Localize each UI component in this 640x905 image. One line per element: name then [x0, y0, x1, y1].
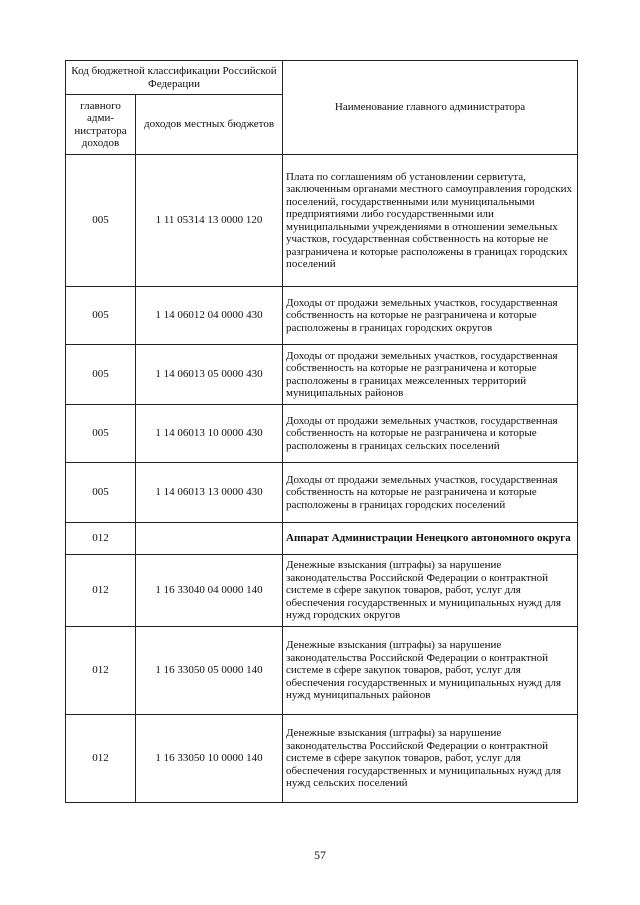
- revenue-code-cell: 1 16 33050 05 0000 140: [136, 627, 283, 715]
- admin-code-cell: 012: [66, 715, 136, 803]
- admin-name-cell: Аппарат Администрации Ненецкого автономного округа: [283, 523, 578, 555]
- table-row: [66, 523, 578, 555]
- admin-name-cell: Доходы от продажи земельных участков, государственная собственность на которые не разграничена и которые расположены в границах межселенных территорий муниципальных районов: [283, 345, 578, 405]
- admin-code-cell: 005: [66, 287, 136, 345]
- admin-name-cell: Денежные взыскания (штрафы) за нарушение законодательства Российской Федерации о контрактной системе в сфере закупок товаров, работ, услуг для обеспечения государственных и муниципальных нужд для нужд городских округов: [283, 555, 578, 627]
- revenue-code-cell: 1 16 33050 10 0000 140: [136, 715, 283, 803]
- table-row: [66, 345, 578, 405]
- admin-code-cell: 012: [66, 523, 136, 555]
- admin-name-cell: Доходы от продажи земельных участков, государственная собственность на которые не разграничена и которые расположены в границах городских округов: [283, 287, 578, 345]
- header-admin-name: Наименование главного администратора: [283, 61, 578, 155]
- table-row: [66, 715, 578, 803]
- table-header-row: [66, 61, 578, 95]
- admin-name-cell: Доходы от продажи земельных участков, государственная собственность на которые не разграничена и которые расположены в границах городских поселений: [283, 463, 578, 523]
- admin-code-cell: 012: [66, 555, 136, 627]
- admin-code-cell: 005: [66, 155, 136, 287]
- admin-name-cell: Денежные взыскания (штрафы) за нарушение законодательства Российской Федерации о контрактной системе в сфере закупок товаров, работ, услуг для обеспечения государственных и муниципальных нужд для нужд муниципальных районов: [283, 627, 578, 715]
- revenue-code-cell: 1 14 06012 04 0000 430: [136, 287, 283, 345]
- budget-classification-table: [65, 60, 578, 803]
- revenue-code-cell: 1 14 06013 10 0000 430: [136, 405, 283, 463]
- header-kbk: Код бюджетной классификации Российской Федерации: [66, 61, 283, 95]
- table-row: [66, 287, 578, 345]
- admin-code-cell: 012: [66, 627, 136, 715]
- admin-code-cell: 005: [66, 345, 136, 405]
- revenue-code-cell: 1 16 33040 04 0000 140: [136, 555, 283, 627]
- admin-name-cell: Денежные взыскания (штрафы) за нарушение законодательства Российской Федерации о контрактной системе в сфере закупок товаров, работ, услуг для обеспечения государственных и муниципальных нужд для нужд сельских поселений: [283, 715, 578, 803]
- revenue-code-cell: 1 14 06013 13 0000 430: [136, 463, 283, 523]
- table-row: [66, 463, 578, 523]
- table-row: [66, 555, 578, 627]
- header-local-code: доходов местных бюджетов: [136, 95, 283, 155]
- revenue-code-cell: 1 14 06013 05 0000 430: [136, 345, 283, 405]
- table-row: [66, 405, 578, 463]
- admin-code-cell: 005: [66, 463, 136, 523]
- revenue-code-cell: 1 11 05314 13 0000 120: [136, 155, 283, 287]
- header-admin-code: главного адми-нистратора доходов: [66, 95, 136, 155]
- page-number: 57: [314, 848, 326, 862]
- table-row: [66, 627, 578, 715]
- revenue-code-cell: [136, 523, 283, 555]
- table-row: [66, 155, 578, 287]
- admin-code-cell: 005: [66, 405, 136, 463]
- admin-name-cell: Плата по соглашениям об установлении сервитута, заключенным органами местного самоуправления городских поселений, государственными или муниципальными предприятиями либо государственными или муниципальными учреждениями в отношении земельных участков, государственная собственность на которые не разграничена и которые расположены в границах городских поселений: [283, 155, 578, 287]
- admin-name-cell: Доходы от продажи земельных участков, государственная собственность на которые не разграничена и которые расположены в границах сельских поселений: [283, 405, 578, 463]
